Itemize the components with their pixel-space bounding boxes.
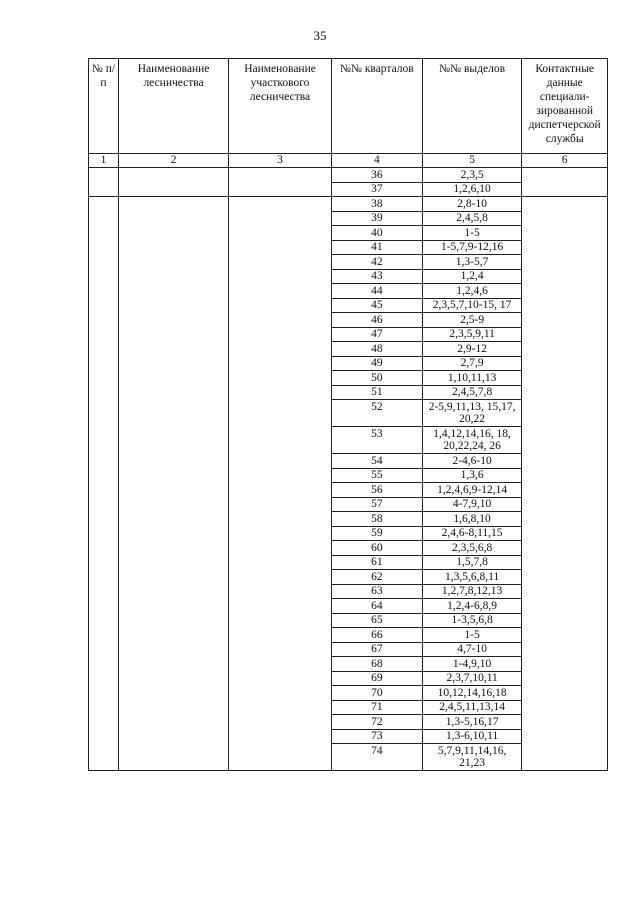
quarter-number: 53 (331, 427, 422, 454)
dispatch-contact-cell (522, 197, 608, 771)
quarter-number: 61 (331, 555, 422, 570)
column-number: 6 (522, 154, 608, 168)
header-dispatch-contacts: Контактные данные специали-зированной диспетчерской службы (522, 59, 608, 154)
plot-numbers: 2,4,5,7,8 (422, 385, 522, 400)
plot-numbers: 1-5,7,9-12,16 (422, 240, 522, 255)
quarter-number: 45 (331, 298, 422, 313)
quarter-number: 63 (331, 584, 422, 599)
quarter-number: 56 (331, 483, 422, 498)
plot-numbers: 1,2,4-6,8,9 (422, 599, 522, 614)
quarter-number: 71 (331, 700, 422, 715)
quarter-number: 38 (331, 197, 422, 212)
plot-numbers: 1-5 (422, 226, 522, 241)
quarter-number: 52 (331, 400, 422, 427)
district-forestry-cell (229, 168, 332, 197)
quarter-number: 37 (331, 182, 422, 197)
plot-numbers: 1,2,6,10 (422, 182, 522, 197)
header-forestry: Наименование лесничества (118, 59, 228, 154)
page-number: 35 (313, 28, 327, 43)
quarter-number: 74 (331, 744, 422, 771)
plot-numbers: 2,3,5,6,8 (422, 541, 522, 556)
plot-numbers: 1,2,4 (422, 269, 522, 284)
plot-numbers: 1,3-6,10,11 (422, 729, 522, 744)
quarter-number: 50 (331, 371, 422, 386)
plot-numbers: 1,2,4,6,9-12,14 (422, 483, 522, 498)
column-number-row (89, 154, 608, 168)
plot-numbers: 2,3,5,9,11 (422, 327, 522, 342)
plot-numbers: 2,9-12 (422, 342, 522, 357)
plot-numbers: 1-5 (422, 628, 522, 643)
plot-numbers: 1,3-5,7 (422, 255, 522, 270)
plot-numbers: 4-7,9,10 (422, 497, 522, 512)
plot-numbers: 1,3-5,16,17 (422, 715, 522, 730)
quarter-number: 36 (331, 168, 422, 183)
plot-numbers: 2-4,6-10 (422, 454, 522, 469)
column-number: 4 (331, 154, 422, 168)
header-row (89, 59, 608, 154)
plot-numbers: 2,4,5,11,13,14 (422, 700, 522, 715)
header-index: № п/п (89, 59, 119, 154)
plot-numbers: 2,3,5,7,10-15, 17 (422, 298, 522, 313)
index-cell (89, 197, 119, 771)
plot-numbers: 2-5,9,11,13, 15,17, 20,22 (422, 400, 522, 427)
quarter-number: 68 (331, 657, 422, 672)
plot-numbers: 4,7-10 (422, 642, 522, 657)
quarter-number: 67 (331, 642, 422, 657)
plot-numbers: 1,4,12,14,16, 18, 20,22,24, 26 (422, 427, 522, 454)
quarter-number: 46 (331, 313, 422, 328)
plot-numbers: 1-3,5,6,8 (422, 613, 522, 628)
plot-numbers: 2,3,5 (422, 168, 522, 183)
dispatch-contact-cell (522, 168, 608, 197)
plot-numbers: 2,5-9 (422, 313, 522, 328)
plot-numbers: 2,7,9 (422, 356, 522, 371)
quarter-number: 55 (331, 468, 422, 483)
quarter-number: 51 (331, 385, 422, 400)
plot-numbers: 2,4,5,8 (422, 211, 522, 226)
header-district-forestry: Наименование участкового лесничества (229, 59, 332, 154)
quarter-number: 49 (331, 356, 422, 371)
quarter-number: 69 (331, 671, 422, 686)
plot-numbers: 1,3,5,6,8,11 (422, 570, 522, 585)
plot-numbers: 10,12,14,16,18 (422, 686, 522, 701)
forestry-cell (118, 168, 228, 197)
quarter-number: 43 (331, 269, 422, 284)
quarter-number: 65 (331, 613, 422, 628)
quarter-number: 73 (331, 729, 422, 744)
quarter-number: 72 (331, 715, 422, 730)
quarter-number: 39 (331, 211, 422, 226)
column-number: 2 (118, 154, 228, 168)
quarter-number: 60 (331, 541, 422, 556)
table-row (89, 168, 608, 183)
quarter-number: 40 (331, 226, 422, 241)
plot-numbers: 1,2,4,6 (422, 284, 522, 299)
header-plots: №№ выделов (422, 59, 522, 154)
quarter-number: 57 (331, 497, 422, 512)
plot-numbers: 2,4,6-8,11,15 (422, 526, 522, 541)
plot-numbers: 2,3,7,10,11 (422, 671, 522, 686)
quarter-number: 58 (331, 512, 422, 527)
quarter-number: 54 (331, 454, 422, 469)
district-forestry-cell (229, 197, 332, 771)
quarter-number: 44 (331, 284, 422, 299)
quarter-number: 42 (331, 255, 422, 270)
quarter-number: 48 (331, 342, 422, 357)
quarter-number: 47 (331, 327, 422, 342)
quarter-number: 62 (331, 570, 422, 585)
plot-numbers: 2,8-10 (422, 197, 522, 212)
quarter-number: 66 (331, 628, 422, 643)
header-quarters: №№ кварталов (331, 59, 422, 154)
plot-numbers: 1,6,8,10 (422, 512, 522, 527)
quarter-number: 64 (331, 599, 422, 614)
table-body (89, 168, 608, 771)
column-number: 5 (422, 154, 522, 168)
quarter-number: 59 (331, 526, 422, 541)
forestry-cell (118, 197, 228, 771)
quarter-number: 41 (331, 240, 422, 255)
plot-numbers: 5,7,9,11,14,16, 21,23 (422, 744, 522, 771)
plot-numbers: 1,2,7,8,12,13 (422, 584, 522, 599)
plot-numbers: 1,3,6 (422, 468, 522, 483)
quarter-number: 70 (331, 686, 422, 701)
forestry-register-table (88, 58, 608, 771)
plot-numbers: 1,10,11,13 (422, 371, 522, 386)
column-number: 1 (89, 154, 119, 168)
plot-numbers: 1-4,9,10 (422, 657, 522, 672)
column-number: 3 (229, 154, 332, 168)
plot-numbers: 1,5,7,8 (422, 555, 522, 570)
table-row (89, 197, 608, 212)
index-cell (89, 168, 119, 197)
